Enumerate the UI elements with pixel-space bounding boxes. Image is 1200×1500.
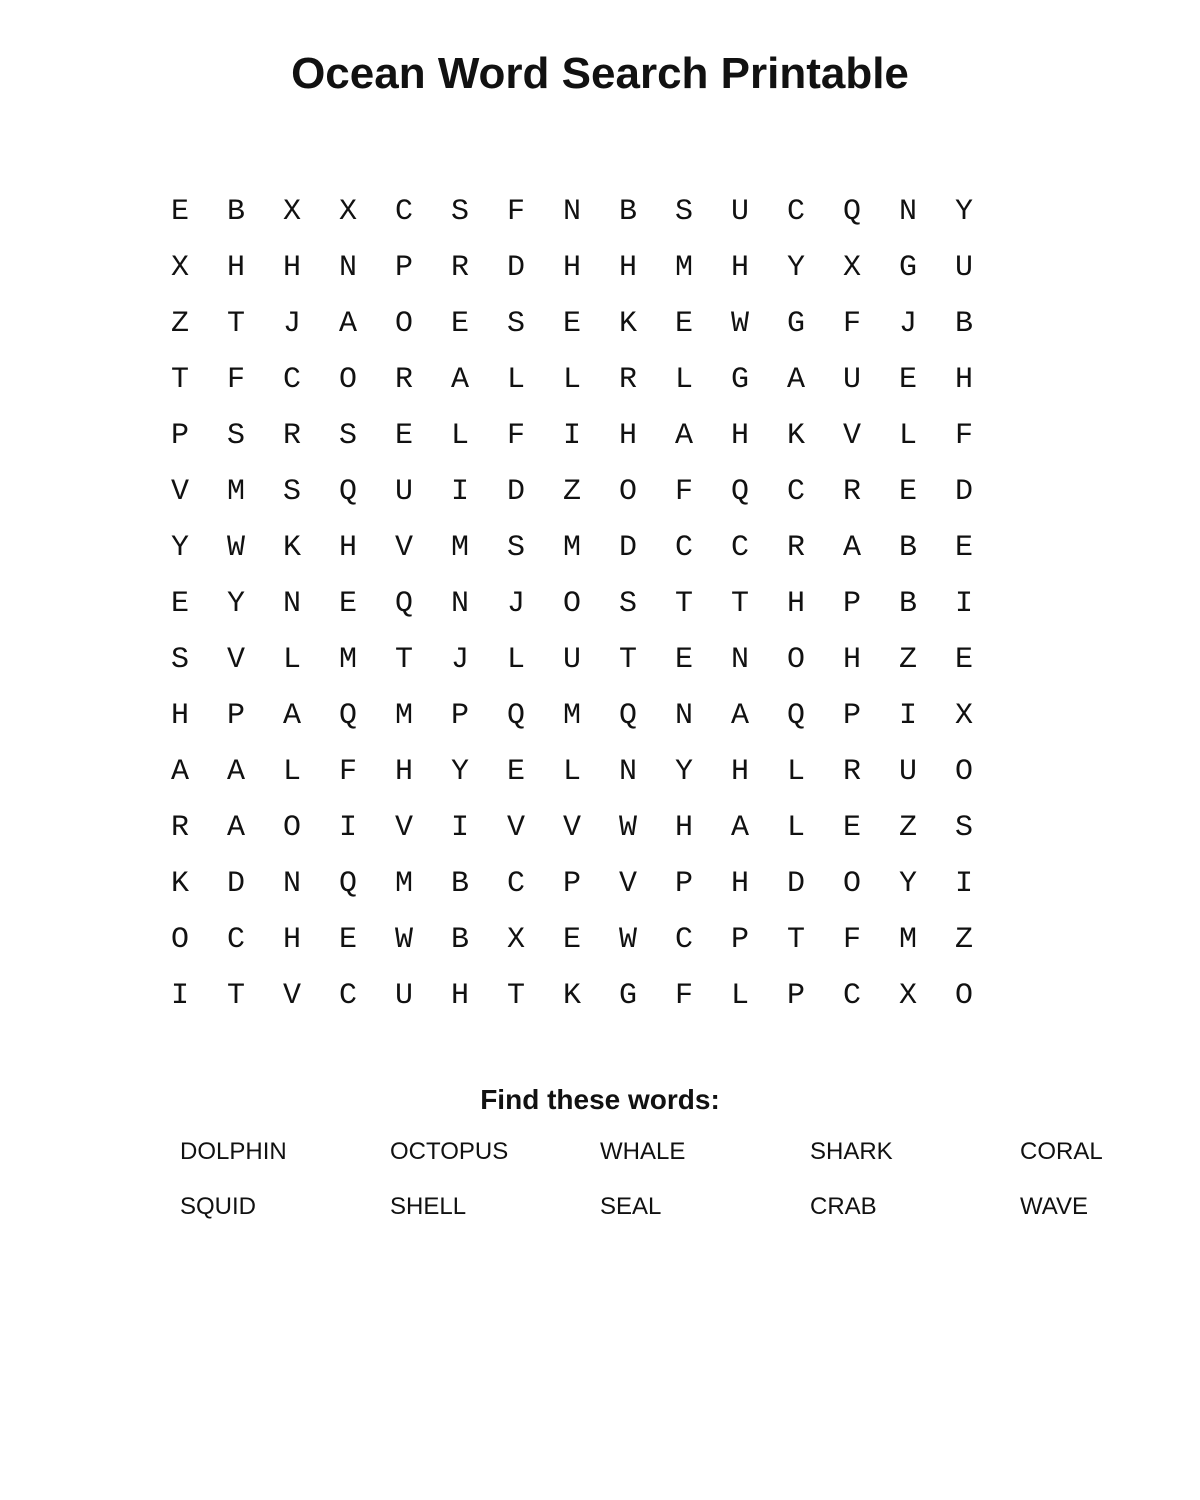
grid-cell: P [674, 867, 693, 901]
grid-cell: P [394, 251, 413, 285]
grid-cell: B [898, 587, 917, 621]
grid-cell: Z [954, 923, 973, 957]
grid-cell: Y [450, 755, 469, 789]
grid-cell: E [170, 587, 189, 621]
grid-cell: W [394, 923, 413, 957]
word-item: OCTOPUS [390, 1138, 509, 1165]
grid-cell: M [450, 531, 469, 565]
grid-cell: P [786, 979, 805, 1013]
grid-cell: A [730, 699, 749, 733]
grid-cell: M [394, 867, 413, 901]
grid-cell: M [674, 251, 693, 285]
grid-cell: T [226, 307, 245, 341]
grid-cell: F [674, 475, 693, 509]
grid-cell: Q [338, 475, 357, 509]
grid-cell: P [562, 867, 581, 901]
grid-cell: I [170, 979, 189, 1013]
grid-cell: R [786, 531, 805, 565]
grid-cell: M [226, 475, 245, 509]
grid-cell: L [786, 755, 805, 789]
word-item: SQUID [180, 1193, 257, 1220]
grid-cell: E [338, 587, 357, 621]
grid-cell: X [338, 195, 357, 229]
grid-cell: R [842, 475, 861, 509]
grid-cell: F [842, 307, 861, 341]
grid-cell: W [730, 307, 749, 341]
grid-cell: W [618, 811, 637, 845]
grid-cell: K [170, 867, 189, 901]
grid-row [152, 744, 992, 800]
grid-cell: H [730, 419, 749, 453]
grid-cell: D [506, 251, 525, 285]
grid-cell: L [562, 755, 581, 789]
grid-cell: P [842, 699, 861, 733]
grid-row [152, 912, 992, 968]
grid-cell: X [898, 979, 917, 1013]
grid-cell: D [786, 867, 805, 901]
grid-cell: F [226, 363, 245, 397]
grid-cell: Y [170, 531, 189, 565]
grid-row [152, 296, 992, 352]
grid-cell: J [898, 307, 917, 341]
grid-cell: E [338, 923, 357, 957]
grid-cell: L [506, 643, 525, 677]
grid-cell: N [282, 587, 301, 621]
grid-cell: Y [226, 587, 245, 621]
grid-cell: H [394, 755, 413, 789]
grid-cell: P [170, 419, 189, 453]
grid-row [152, 408, 992, 464]
grid-cell: S [506, 307, 525, 341]
grid-cell: R [394, 363, 413, 397]
grid-row [152, 576, 992, 632]
grid-cell: A [226, 811, 245, 845]
grid-cell: O [282, 811, 301, 845]
grid-cell: W [618, 923, 637, 957]
grid-cell: H [226, 251, 245, 285]
grid-cell: S [170, 643, 189, 677]
grid-cell: V [506, 811, 525, 845]
grid-cell: S [674, 195, 693, 229]
grid-cell: Y [786, 251, 805, 285]
grid-cell: D [226, 867, 245, 901]
grid-cell: E [506, 755, 525, 789]
word-item: SHARK [810, 1138, 893, 1165]
grid-cell: K [282, 531, 301, 565]
grid-cell: C [506, 867, 525, 901]
grid-cell: F [506, 419, 525, 453]
grid-cell: P [730, 923, 749, 957]
grid-cell: Q [730, 475, 749, 509]
grid-cell: D [618, 531, 637, 565]
grid-row [152, 352, 992, 408]
grid-cell: O [954, 979, 973, 1013]
grid-cell: F [842, 923, 861, 957]
grid-cell: H [618, 419, 637, 453]
grid-cell: I [954, 867, 973, 901]
grid-cell: B [450, 867, 469, 901]
grid-cell: N [338, 251, 357, 285]
grid-cell: A [226, 755, 245, 789]
grid-cell: P [842, 587, 861, 621]
grid-cell: D [506, 475, 525, 509]
grid-cell: I [338, 811, 357, 845]
grid-cell: F [506, 195, 525, 229]
grid-cell: G [618, 979, 637, 1013]
grid-cell: V [226, 643, 245, 677]
grid-cell: N [618, 755, 637, 789]
grid-cell: G [730, 363, 749, 397]
grid-cell: T [506, 979, 525, 1013]
grid-cell: A [450, 363, 469, 397]
grid-cell: I [954, 587, 973, 621]
words-heading: Find these words: [480, 1084, 720, 1115]
grid-cell: H [170, 699, 189, 733]
letter-grid [152, 184, 992, 1024]
grid-cell: P [226, 699, 245, 733]
word-item: SHELL [390, 1193, 467, 1220]
grid-cell: A [170, 755, 189, 789]
grid-cell: J [282, 307, 301, 341]
grid-cell: C [674, 531, 693, 565]
grid-cell: I [450, 811, 469, 845]
grid-cell: H [954, 363, 973, 397]
grid-row [152, 856, 992, 912]
word-item: DOLPHIN [180, 1138, 287, 1165]
grid-cell: Y [954, 195, 973, 229]
grid-cell: U [394, 979, 413, 1013]
grid-cell: N [730, 643, 749, 677]
grid-cell: S [450, 195, 469, 229]
grid-cell: M [338, 643, 357, 677]
grid-row [152, 520, 992, 576]
grid-cell: R [282, 419, 301, 453]
grid-cell: R [618, 363, 637, 397]
grid-row [152, 968, 992, 1024]
grid-cell: Z [562, 475, 581, 509]
grid-cell: J [506, 587, 525, 621]
grid-cell: K [786, 419, 805, 453]
grid-cell: R [170, 811, 189, 845]
grid-cell: V [394, 811, 413, 845]
grid-cell: L [674, 363, 693, 397]
grid-cell: S [338, 419, 357, 453]
grid-cell: B [618, 195, 637, 229]
grid-cell: A [786, 363, 805, 397]
grid-cell: O [954, 755, 973, 789]
grid-cell: T [226, 979, 245, 1013]
grid-cell: G [898, 251, 917, 285]
grid-cell: C [786, 475, 805, 509]
grid-cell: B [450, 923, 469, 957]
grid-cell: V [282, 979, 301, 1013]
grid-cell: S [226, 419, 245, 453]
grid-cell: V [562, 811, 581, 845]
grid-cell: M [898, 923, 917, 957]
grid-cell: V [618, 867, 637, 901]
grid-cell: B [898, 531, 917, 565]
grid-cell: Q [394, 587, 413, 621]
grid-cell: T [170, 363, 189, 397]
grid-cell: E [954, 643, 973, 677]
grid-cell: X [842, 251, 861, 285]
grid-row [152, 800, 992, 856]
word-item: SEAL [600, 1193, 662, 1220]
grid-cell: N [562, 195, 581, 229]
grid-cell: T [674, 587, 693, 621]
grid-cell: F [674, 979, 693, 1013]
page-title: Ocean Word Search Printable [291, 49, 909, 98]
grid-cell: C [394, 195, 413, 229]
grid-cell: O [338, 363, 357, 397]
grid-cell: K [618, 307, 637, 341]
grid-row [152, 632, 992, 688]
grid-cell: R [842, 755, 861, 789]
grid-cell: Q [618, 699, 637, 733]
grid-cell: Q [338, 699, 357, 733]
grid-cell: C [226, 923, 245, 957]
grid-cell: Y [674, 755, 693, 789]
grid-cell: E [674, 643, 693, 677]
grid-cell: I [450, 475, 469, 509]
grid-cell: U [842, 363, 861, 397]
grid-cell: O [170, 923, 189, 957]
grid-cell: E [394, 419, 413, 453]
grid-cell: M [562, 531, 581, 565]
grid-cell: W [226, 531, 245, 565]
grid-cell: E [562, 307, 581, 341]
grid-cell: H [562, 251, 581, 285]
grid-cell: Y [898, 867, 917, 901]
grid-cell: U [394, 475, 413, 509]
grid-cell: C [338, 979, 357, 1013]
grid-cell: V [170, 475, 189, 509]
grid-cell: L [506, 363, 525, 397]
word-item: CORAL [1020, 1138, 1103, 1165]
grid-cell: E [674, 307, 693, 341]
grid-cell: K [562, 979, 581, 1013]
grid-cell: N [450, 587, 469, 621]
grid-cell: Q [506, 699, 525, 733]
grid-cell: U [562, 643, 581, 677]
grid-cell: U [954, 251, 973, 285]
grid-cell: H [730, 867, 749, 901]
grid-cell: X [506, 923, 525, 957]
grid-cell: C [730, 531, 749, 565]
grid-cell: Q [338, 867, 357, 901]
grid-cell: H [282, 251, 301, 285]
grid-cell: L [562, 363, 581, 397]
grid-cell: Q [786, 699, 805, 733]
grid-row [152, 184, 992, 240]
grid-cell: S [506, 531, 525, 565]
grid-row [152, 464, 992, 520]
grid-cell: L [282, 755, 301, 789]
grid-cell: H [338, 531, 357, 565]
grid-cell: H [674, 811, 693, 845]
grid-cell: M [562, 699, 581, 733]
grid-cell: E [170, 195, 189, 229]
grid-cell: I [898, 699, 917, 733]
grid-cell: O [394, 307, 413, 341]
word-item: WHALE [600, 1138, 686, 1165]
grid-cell: L [450, 419, 469, 453]
grid-row [152, 688, 992, 744]
grid-cell: T [730, 587, 749, 621]
grid-cell: S [618, 587, 637, 621]
grid-cell: L [898, 419, 917, 453]
grid-cell: T [394, 643, 413, 677]
word-item: WAVE [1020, 1193, 1089, 1220]
grid-cell: G [786, 307, 805, 341]
grid-cell: N [282, 867, 301, 901]
grid-cell: B [226, 195, 245, 229]
grid-cell: M [394, 699, 413, 733]
grid-cell: U [730, 195, 749, 229]
grid-cell: C [842, 979, 861, 1013]
grid-cell: E [898, 363, 917, 397]
grid-cell: H [730, 251, 749, 285]
grid-cell: S [282, 475, 301, 509]
grid-cell: T [618, 643, 637, 677]
grid-cell: H [618, 251, 637, 285]
word-list [180, 1130, 1200, 1240]
grid-cell: V [394, 531, 413, 565]
grid-cell: X [170, 251, 189, 285]
grid-cell: E [954, 531, 973, 565]
grid-cell: A [282, 699, 301, 733]
grid-cell: D [954, 475, 973, 509]
grid-cell: N [674, 699, 693, 733]
grid-cell: B [954, 307, 973, 341]
grid-cell: P [450, 699, 469, 733]
grid-cell: V [842, 419, 861, 453]
grid-cell: Q [842, 195, 861, 229]
grid-cell: O [562, 587, 581, 621]
grid-cell: H [282, 923, 301, 957]
grid-cell: T [786, 923, 805, 957]
grid-cell: O [618, 475, 637, 509]
grid-cell: R [450, 251, 469, 285]
grid-cell: H [842, 643, 861, 677]
grid-cell: S [954, 811, 973, 845]
grid-cell: J [450, 643, 469, 677]
grid-cell: L [730, 979, 749, 1013]
grid-cell: X [954, 699, 973, 733]
grid-cell: H [730, 755, 749, 789]
grid-cell: A [730, 811, 749, 845]
grid-cell: O [842, 867, 861, 901]
grid-cell: H [786, 587, 805, 621]
grid-cell: E [842, 811, 861, 845]
grid-row [152, 240, 992, 296]
grid-cell: U [898, 755, 917, 789]
grid-cell: A [842, 531, 861, 565]
grid-cell: I [562, 419, 581, 453]
grid-cell: H [450, 979, 469, 1013]
grid-cell: L [282, 643, 301, 677]
grid-cell: C [282, 363, 301, 397]
grid-cell: O [786, 643, 805, 677]
word-item: CRAB [810, 1193, 877, 1220]
grid-cell: A [338, 307, 357, 341]
grid-cell: A [674, 419, 693, 453]
grid-cell: E [450, 307, 469, 341]
grid-cell: L [786, 811, 805, 845]
grid-cell: F [338, 755, 357, 789]
grid-cell: E [562, 923, 581, 957]
grid-cell: Z [898, 811, 917, 845]
grid-cell: Z [898, 643, 917, 677]
grid-cell: E [898, 475, 917, 509]
grid-cell: C [674, 923, 693, 957]
grid-cell: N [898, 195, 917, 229]
grid-cell: C [786, 195, 805, 229]
grid-cell: F [954, 419, 973, 453]
grid-cell: X [282, 195, 301, 229]
grid-cell: Z [170, 307, 189, 341]
